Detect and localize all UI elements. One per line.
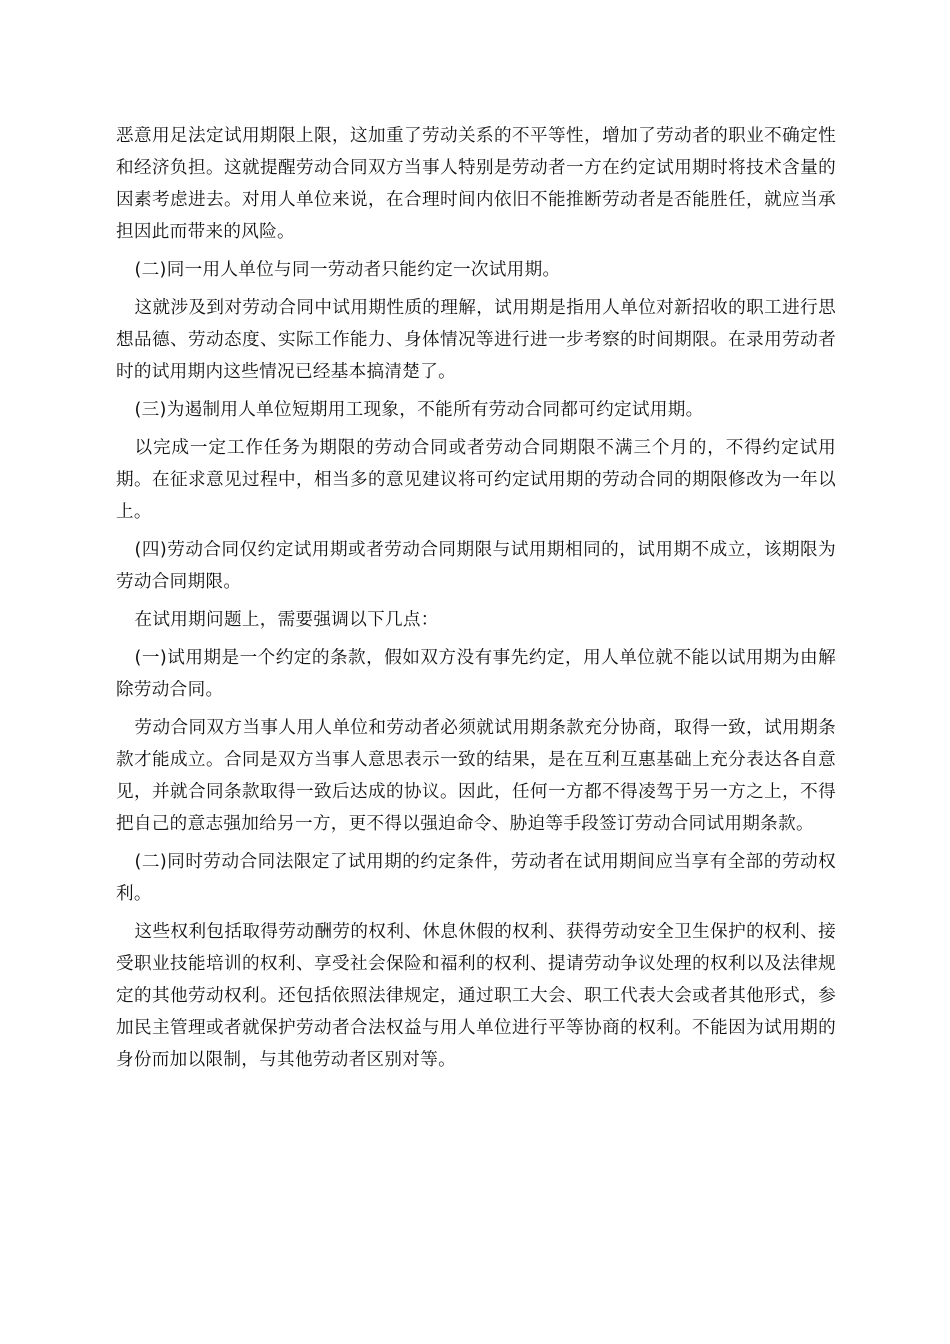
paragraph-continued: 恶意用足法定试用期限上限，这加重了劳动关系的不平等性，增加了劳动者的职业不确定性和经济负担。这就提醒劳动合同双方当事人特别是劳动者一方在约定试用期时将技术含量的因素考虑进去。对用人单位来说，在合理时间内依旧不能推断劳动者是否能胜任，就应当承担因此而带来的风险。 bbox=[116, 126, 836, 242]
paragraph-intro: 在试用期问题上，需要强调以下几点： bbox=[134, 610, 439, 630]
paragraph: 这就涉及到对劳动合同中试用期性质的理解，试用期是指用人单位对新招收的职工进行思想品德、劳动态度、实际工作能力、身体情况等进行进一步考察的时间期限。在录用劳动者时的试用期内这些情况已经基本搞清楚了。 bbox=[116, 298, 836, 382]
paragraph-heading-3: (三)为遏制用人单位短期用工现象，不能所有劳动合同都可约定试用期。 bbox=[134, 400, 704, 420]
paragraph-heading-4: (四)劳动合同仅约定试用期或者劳动合同期限与试用期相同的，试用期不成立，该期限为劳动合同期限。 bbox=[116, 540, 836, 592]
paragraph: 劳动合同双方当事人用人单位和劳动者必须就试用期条款充分协商，取得一致，试用期条款才能成立。合同是双方当事人意思表示一致的结果，是在互利互惠基础上充分表达各自意见，并就合同条款取得一致后达成的协议。因此，任何一方都不得凌驾于另一方之上，不得把自己的意志强加给另一方，更不得以强迫命令、胁迫等手段签订劳动合同试用期条款。 bbox=[116, 718, 836, 834]
paragraph: 这些权利包括取得劳动酬劳的权利、休息休假的权利、获得劳动安全卫生保护的权利、接受职业技能培训的权利、享受社会保险和福利的权利、提请劳动争议处理的权利以及法律规定的其他劳动权利。还包括依照法律规定，通过职工大会、职工代表大会或者其他形式，参加民主管理或者就保护劳动者合法权益与用人单位进行平等协商的权利。不能因为试用期的身份而加以限制，与其他劳动者区别对等。 bbox=[116, 922, 836, 1070]
paragraph: 以完成一定工作任务为期限的劳动合同或者劳动合同期限不满三个月的，不得约定试用期。在征求意见过程中，相当多的意见建议将可约定试用期的劳动合同的期限修改为一年以上。 bbox=[116, 438, 836, 522]
paragraph-point-2: (二)同时劳动合同法限定了试用期的约定条件，劳动者在试用期间应当享有全部的劳动权利。 bbox=[116, 852, 836, 904]
paragraph-point-1: (一)试用期是一个约定的条款，假如双方没有事先约定，用人单位就不能以试用期为由解除劳动合同。 bbox=[116, 648, 836, 700]
paragraph-heading-2: (二)同一用人单位与同一劳动者只能约定一次试用期。 bbox=[134, 260, 561, 280]
document-body bbox=[116, 120, 836, 1082]
